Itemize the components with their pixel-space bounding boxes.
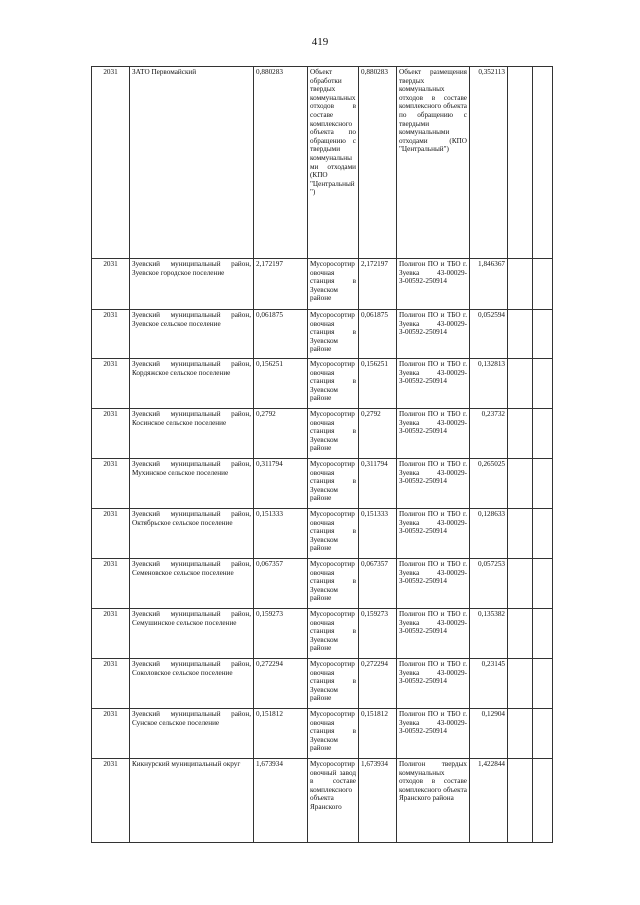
territory-cell: Зуевский муниципальный район, Зуевское сельское поселение	[130, 310, 254, 359]
empty-cell	[508, 559, 533, 609]
processing-volume-cell: 0,061875	[359, 310, 397, 359]
value-cell: 0,311794	[254, 459, 308, 509]
processing-object-cell: Мусоросортировочная станция в Зуевском районе	[308, 259, 359, 310]
value-cell: 2,172197	[254, 259, 308, 310]
disposal-volume-cell: 0,23732	[470, 409, 508, 459]
empty-cell	[508, 759, 533, 843]
processing-object-cell: Объект обработки твердых коммунальных отходов в составе комплексного объекта по обращению с твердыми коммунальными отходами (КПО "Центральный")	[308, 67, 359, 259]
year-cell: 2031	[92, 509, 130, 559]
value-cell: 0,159273	[254, 609, 308, 659]
disposal-volume-cell: 0,265025	[470, 459, 508, 509]
processing-volume-cell: 0,159273	[359, 609, 397, 659]
territory-cell: Зуевский муниципальный район, Октябрьское сельское поселение	[130, 509, 254, 559]
disposal-volume-cell: 0,135382	[470, 609, 508, 659]
disposal-volume-cell: 0,057253	[470, 559, 508, 609]
processing-object-cell: Мусоросортировочная станция в Зуевском районе	[308, 709, 359, 759]
empty-cell	[508, 67, 533, 259]
processing-volume-cell: 0,156251	[359, 359, 397, 409]
year-cell: 2031	[92, 609, 130, 659]
empty-cell	[533, 409, 553, 459]
disposal-object-cell: Полигон ПО и ТБО г. Зуевка 43-00029-З-00592-250914	[397, 559, 470, 609]
empty-cell	[508, 659, 533, 709]
territory-cell: Зуевский муниципальный район, Зуевское городское поселение	[130, 259, 254, 310]
empty-cell	[533, 509, 553, 559]
value-cell: 0,156251	[254, 359, 308, 409]
disposal-volume-cell: 1,846367	[470, 259, 508, 310]
empty-cell	[508, 259, 533, 310]
year-cell: 2031	[92, 310, 130, 359]
empty-cell	[533, 609, 553, 659]
year-cell: 2031	[92, 559, 130, 609]
disposal-object-cell: Полигон твердых коммунальных отходов в составе комплексного объекта Яранского района	[397, 759, 470, 843]
empty-cell	[508, 310, 533, 359]
table-row	[92, 310, 553, 359]
empty-cell	[533, 559, 553, 609]
disposal-volume-cell: 0,132813	[470, 359, 508, 409]
disposal-volume-cell: 1,422844	[470, 759, 508, 843]
territory-cell: Зуевский муниципальный район, Мухинское сельское поселение	[130, 459, 254, 509]
table-row	[92, 759, 553, 843]
processing-volume-cell: 1,673934	[359, 759, 397, 843]
territory-cell: Зуевский муниципальный район, Косинское сельское поселение	[130, 409, 254, 459]
year-cell: 2031	[92, 259, 130, 310]
table-row	[92, 559, 553, 609]
value-cell: 0,880283	[254, 67, 308, 259]
empty-cell	[533, 709, 553, 759]
territory-cell: Зуевский муниципальный район, Сунское сельское поселение	[130, 709, 254, 759]
value-cell: 0,061875	[254, 310, 308, 359]
disposal-object-cell: Полигон ПО и ТБО г. Зуевка 43-00029-З-00592-250914	[397, 509, 470, 559]
territory-cell: Зуевский муниципальный район, Семушинское сельское поселение	[130, 609, 254, 659]
empty-cell	[533, 459, 553, 509]
processing-volume-cell: 2,172197	[359, 259, 397, 310]
value-cell: 0,151812	[254, 709, 308, 759]
disposal-object-cell: Полигон ПО и ТБО г. Зуевка 43-00029-З-00592-250914	[397, 609, 470, 659]
processing-object-cell: Мусоросортировочная станция в Зуевском районе	[308, 559, 359, 609]
empty-cell	[508, 609, 533, 659]
empty-cell	[533, 67, 553, 259]
table-row	[92, 409, 553, 459]
disposal-object-cell: Полигон ПО и ТБО г. Зуевка 43-00029-З-00592-250914	[397, 709, 470, 759]
disposal-object-cell: Полигон ПО и ТБО г. Зуевка 43-00029-З-00592-250914	[397, 659, 470, 709]
processing-object-cell: Мусоросортировочная станция в Зуевском районе	[308, 509, 359, 559]
page-number: 419	[311, 36, 329, 48]
processing-volume-cell: 0,311794	[359, 459, 397, 509]
processing-object-cell: Мусоросортировочная станция в Зуевском районе	[308, 459, 359, 509]
table-row	[92, 659, 553, 709]
processing-object-cell: Мусоросортировочная станция в Зуевском районе	[308, 659, 359, 709]
disposal-volume-cell: 0,128633	[470, 509, 508, 559]
disposal-object-cell: Полигон ПО и ТБО г. Зуевка 43-00029-З-00592-250914	[397, 310, 470, 359]
year-cell: 2031	[92, 359, 130, 409]
disposal-volume-cell: 0,352113	[470, 67, 508, 259]
disposal-volume-cell: 0,052594	[470, 310, 508, 359]
disposal-volume-cell: 0,12904	[470, 709, 508, 759]
table-row	[92, 359, 553, 409]
value-cell: 1,673934	[254, 759, 308, 843]
territory-cell: Зуевский муниципальный район, Семеновское сельское поселение	[130, 559, 254, 609]
empty-cell	[508, 409, 533, 459]
empty-cell	[508, 709, 533, 759]
table-row	[92, 67, 553, 259]
empty-cell	[533, 259, 553, 310]
processing-volume-cell: 0,880283	[359, 67, 397, 259]
table-row	[92, 509, 553, 559]
territory-cell: ЗАТО Первомайский	[130, 67, 254, 259]
processing-volume-cell: 0,272294	[359, 659, 397, 709]
year-cell: 2031	[92, 659, 130, 709]
year-cell: 2031	[92, 409, 130, 459]
processing-volume-cell: 0,151812	[359, 709, 397, 759]
value-cell: 0,067357	[254, 559, 308, 609]
value-cell: 0,151333	[254, 509, 308, 559]
year-cell: 2031	[92, 709, 130, 759]
year-cell: 2031	[92, 759, 130, 843]
processing-object-cell: Мусоросортировочная станция в Зуевском районе	[308, 409, 359, 459]
document-table	[91, 66, 553, 843]
territory-cell: Кикнурский муниципальный округ	[130, 759, 254, 843]
year-cell: 2031	[92, 67, 130, 259]
empty-cell	[508, 459, 533, 509]
table-row	[92, 259, 553, 310]
value-cell: 0,272294	[254, 659, 308, 709]
processing-object-cell: Мусоросортировочная станция в Зуевском районе	[308, 359, 359, 409]
processing-volume-cell: 0,151333	[359, 509, 397, 559]
value-cell: 0,2792	[254, 409, 308, 459]
territory-cell: Зуевский муниципальный район, Соколовское сельское поселение	[130, 659, 254, 709]
empty-cell	[508, 509, 533, 559]
processing-object-cell: Мусоросортировочная станция в Зуевском районе	[308, 609, 359, 659]
year-cell: 2031	[92, 459, 130, 509]
empty-cell	[533, 759, 553, 843]
disposal-object-cell: Полигон ПО и ТБО г. Зуевка 43-00029-З-00592-250914	[397, 459, 470, 509]
disposal-object-cell: Полигон ПО и ТБО г. Зуевка 43-00029-З-00592-250914	[397, 259, 470, 310]
processing-volume-cell: 0,067357	[359, 559, 397, 609]
disposal-object-cell: Полигон ПО и ТБО г. Зуевка 43-00029-З-00592-250914	[397, 359, 470, 409]
empty-cell	[533, 359, 553, 409]
empty-cell	[533, 310, 553, 359]
disposal-volume-cell: 0,23145	[470, 659, 508, 709]
table-row	[92, 609, 553, 659]
table-row	[92, 459, 553, 509]
processing-object-cell: Мусоросортировочная станция в Зуевском районе	[308, 310, 359, 359]
empty-cell	[508, 359, 533, 409]
disposal-object-cell: Объект размещения твердых коммунальных отходов в составе комплексного объекта по обращению с твердыми коммунальными отходами (КПО "Центральный")	[397, 67, 470, 259]
empty-cell	[533, 659, 553, 709]
table-row	[92, 709, 553, 759]
processing-volume-cell: 0,2792	[359, 409, 397, 459]
territory-cell: Зуевский муниципальный район, Кордяжское сельское поселение	[130, 359, 254, 409]
processing-object-cell: Мусоросортировочный завод в составе комплексного объекта Яранского	[308, 759, 359, 843]
disposal-object-cell: Полигон ПО и ТБО г. Зуевка 43-00029-З-00592-250914	[397, 409, 470, 459]
